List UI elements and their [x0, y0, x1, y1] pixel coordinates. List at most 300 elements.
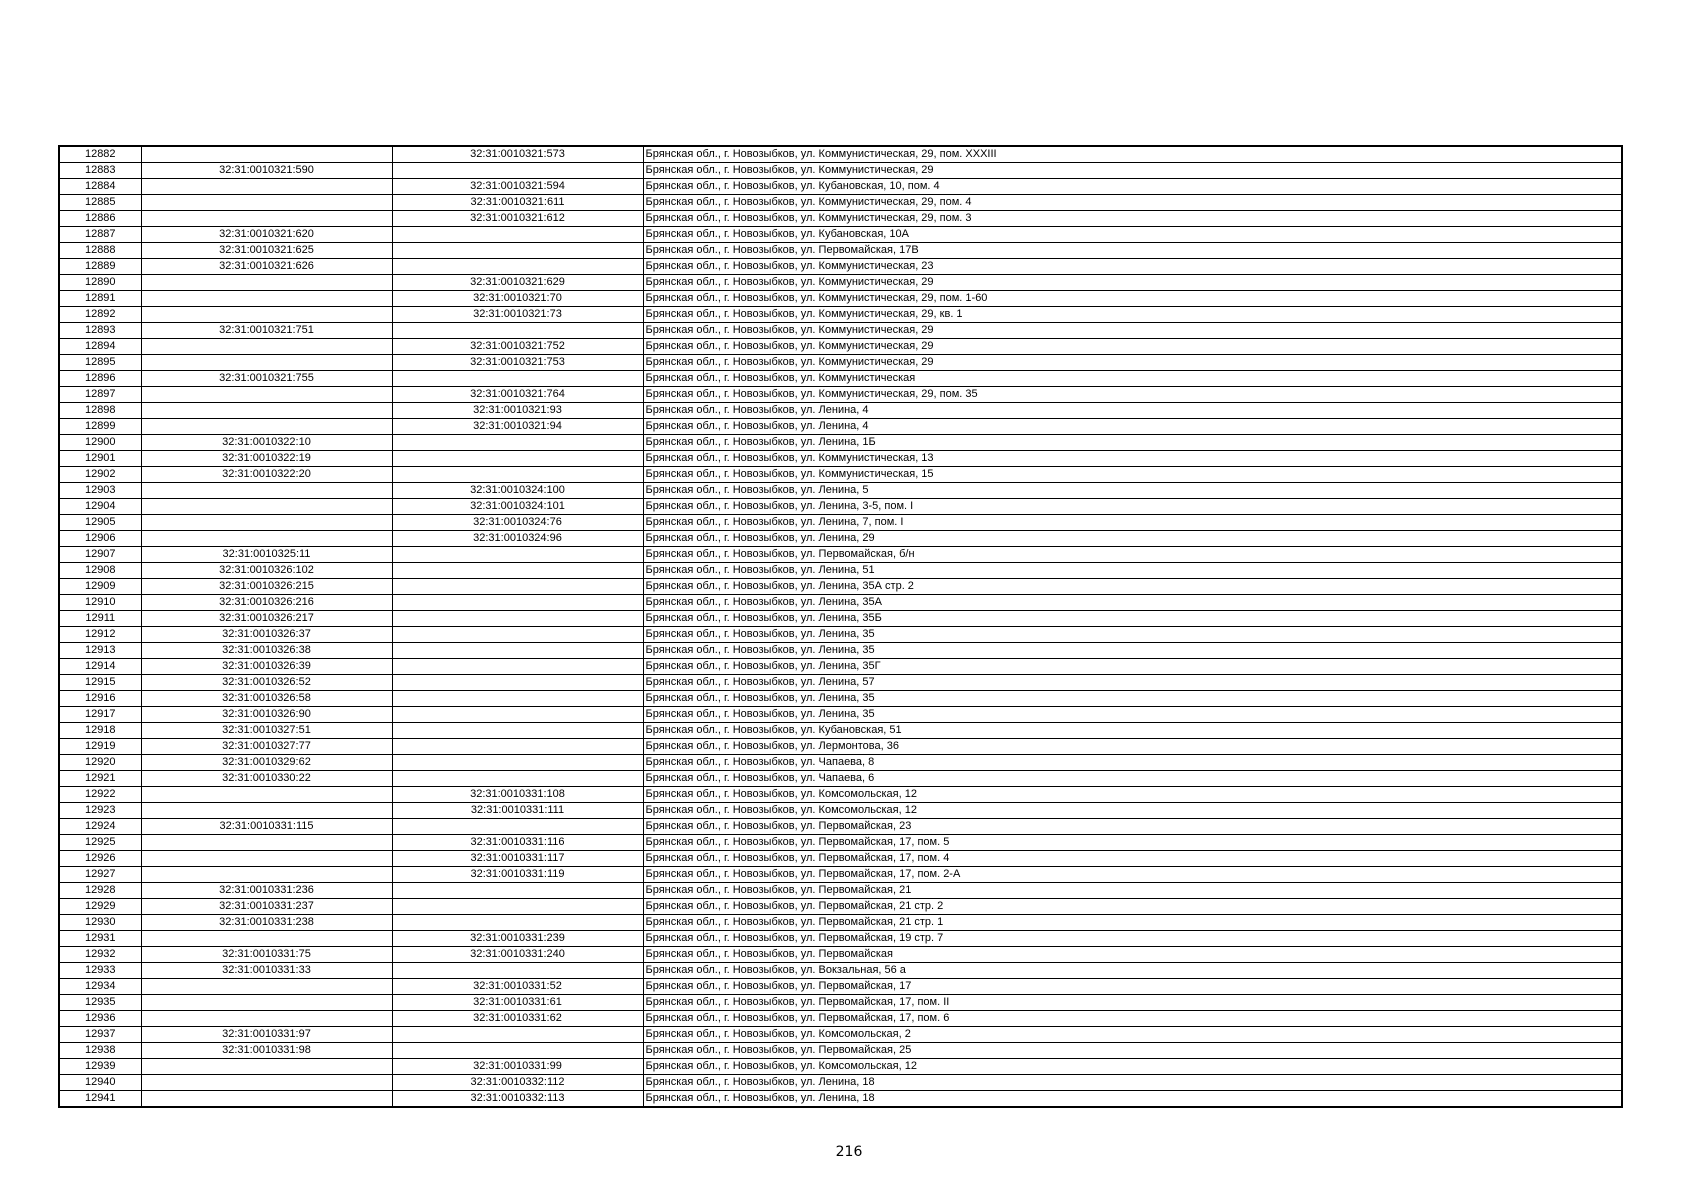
row-number-cell: 12892: [59, 307, 141, 323]
land-cadastral-number-cell: [141, 835, 392, 851]
table-row: [59, 899, 1622, 915]
row-number-cell: 12897: [59, 387, 141, 403]
table-row: [59, 163, 1622, 179]
table-row: [59, 243, 1622, 259]
building-cadastral-number-cell: [392, 915, 643, 931]
building-cadastral-number-cell: 32:31:0010321:93: [392, 403, 643, 419]
table-row: [59, 915, 1622, 931]
building-cadastral-number-cell: 32:31:0010324:100: [392, 483, 643, 499]
row-number-cell: 12921: [59, 771, 141, 787]
row-number-cell: 12900: [59, 435, 141, 451]
land-cadastral-number-cell: [141, 867, 392, 883]
land-cadastral-number-cell: 32:31:0010321:755: [141, 371, 392, 387]
row-number-cell: 12911: [59, 611, 141, 627]
building-cadastral-number-cell: [392, 691, 643, 707]
building-cadastral-number-cell: [392, 899, 643, 915]
land-cadastral-number-cell: 32:31:0010326:102: [141, 563, 392, 579]
address-cell: Брянская обл., г. Новозыбков, ул. Ленина, 35: [643, 707, 1622, 723]
land-cadastral-number-cell: 32:31:0010322:10: [141, 435, 392, 451]
table-row: [59, 659, 1622, 675]
address-cell: Брянская обл., г. Новозыбков, ул. Первомайская, 23: [643, 819, 1622, 835]
table-row: [59, 819, 1622, 835]
registry-table-body: [59, 146, 1622, 1107]
address-cell: Брянская обл., г. Новозыбков, ул. Ленина, 35: [643, 691, 1622, 707]
address-cell: Брянская обл., г. Новозыбков, ул. Первомайская, 17, пом. 5: [643, 835, 1622, 851]
row-number-cell: 12914: [59, 659, 141, 675]
land-cadastral-number-cell: [141, 1059, 392, 1075]
row-number-cell: 12898: [59, 403, 141, 419]
building-cadastral-number-cell: 32:31:0010331:116: [392, 835, 643, 851]
address-cell: Брянская обл., г. Новозыбков, ул. Коммунистическая, 23: [643, 259, 1622, 275]
table-row: [59, 403, 1622, 419]
address-cell: Брянская обл., г. Новозыбков, ул. Ленина, 18: [643, 1075, 1622, 1091]
row-number-cell: 12908: [59, 563, 141, 579]
building-cadastral-number-cell: [392, 1043, 643, 1059]
table-row: [59, 771, 1622, 787]
row-number-cell: 12884: [59, 179, 141, 195]
row-number-cell: 12905: [59, 515, 141, 531]
row-number-cell: 12899: [59, 419, 141, 435]
land-cadastral-number-cell: 32:31:0010326:39: [141, 659, 392, 675]
row-number-cell: 12935: [59, 995, 141, 1011]
table-row: [59, 979, 1622, 995]
row-number-cell: 12885: [59, 195, 141, 211]
row-number-cell: 12928: [59, 883, 141, 899]
building-cadastral-number-cell: [392, 595, 643, 611]
row-number-cell: 12903: [59, 483, 141, 499]
land-cadastral-number-cell: [141, 515, 392, 531]
address-cell: Брянская обл., г. Новозыбков, ул. Кубановская, 10, пом. 4: [643, 179, 1622, 195]
address-cell: Брянская обл., г. Новозыбков, ул. Ленина, 3-5, пом. I: [643, 499, 1622, 515]
row-number-cell: 12927: [59, 867, 141, 883]
land-cadastral-number-cell: 32:31:0010331:33: [141, 963, 392, 979]
building-cadastral-number-cell: [392, 611, 643, 627]
row-number-cell: 12936: [59, 1011, 141, 1027]
table-row: [59, 499, 1622, 515]
address-cell: Брянская обл., г. Новозыбков, ул. Первомайская, 17, пом. 4: [643, 851, 1622, 867]
land-cadastral-number-cell: [141, 787, 392, 803]
land-cadastral-number-cell: [141, 931, 392, 947]
table-row: [59, 419, 1622, 435]
address-cell: Брянская обл., г. Новозыбков, ул. Ленина, 18: [643, 1091, 1622, 1108]
row-number-cell: 12896: [59, 371, 141, 387]
row-number-cell: 12883: [59, 163, 141, 179]
table-row: [59, 691, 1622, 707]
land-cadastral-number-cell: 32:31:0010326:215: [141, 579, 392, 595]
building-cadastral-number-cell: [392, 227, 643, 243]
address-cell: Брянская обл., г. Новозыбков, ул. Ленина, 35А: [643, 595, 1622, 611]
building-cadastral-number-cell: [392, 243, 643, 259]
land-cadastral-number-cell: [141, 275, 392, 291]
table-row: [59, 195, 1622, 211]
address-cell: Брянская обл., г. Новозыбков, ул. Первомайская, 21: [643, 883, 1622, 899]
building-cadastral-number-cell: 32:31:0010321:73: [392, 307, 643, 323]
land-cadastral-number-cell: 32:31:0010331:236: [141, 883, 392, 899]
building-cadastral-number-cell: 32:31:0010331:52: [392, 979, 643, 995]
address-cell: Брянская обл., г. Новозыбков, ул. Коммунистическая, 29, пом. 4: [643, 195, 1622, 211]
building-cadastral-number-cell: [392, 755, 643, 771]
building-cadastral-number-cell: 32:31:0010331:239: [392, 931, 643, 947]
table-row: [59, 563, 1622, 579]
table-row: [59, 595, 1622, 611]
table-row: [59, 179, 1622, 195]
building-cadastral-number-cell: 32:31:0010331:62: [392, 1011, 643, 1027]
land-cadastral-number-cell: 32:31:0010325:11: [141, 547, 392, 563]
row-number-cell: 12934: [59, 979, 141, 995]
land-cadastral-number-cell: 32:31:0010326:217: [141, 611, 392, 627]
table-row: [59, 1091, 1622, 1108]
table-row: [59, 467, 1622, 483]
building-cadastral-number-cell: 32:31:0010321:594: [392, 179, 643, 195]
land-cadastral-number-cell: [141, 307, 392, 323]
table-row: [59, 547, 1622, 563]
land-cadastral-number-cell: [141, 355, 392, 371]
building-cadastral-number-cell: 32:31:0010331:111: [392, 803, 643, 819]
address-cell: Брянская обл., г. Новозыбков, ул. Комсомольская, 12: [643, 1059, 1622, 1075]
land-cadastral-number-cell: 32:31:0010331:75: [141, 947, 392, 963]
row-number-cell: 12931: [59, 931, 141, 947]
land-cadastral-number-cell: [141, 851, 392, 867]
land-cadastral-number-cell: [141, 387, 392, 403]
land-cadastral-number-cell: [141, 146, 392, 163]
building-cadastral-number-cell: 32:31:0010321:611: [392, 195, 643, 211]
building-cadastral-number-cell: [392, 547, 643, 563]
table-row: [59, 435, 1622, 451]
building-cadastral-number-cell: [392, 467, 643, 483]
row-number-cell: 12919: [59, 739, 141, 755]
land-cadastral-number-cell: [141, 531, 392, 547]
building-cadastral-number-cell: [392, 883, 643, 899]
building-cadastral-number-cell: 32:31:0010331:99: [392, 1059, 643, 1075]
table-row: [59, 1059, 1622, 1075]
row-number-cell: 12939: [59, 1059, 141, 1075]
row-number-cell: 12940: [59, 1075, 141, 1091]
land-cadastral-number-cell: [141, 1011, 392, 1027]
row-number-cell: 12910: [59, 595, 141, 611]
address-cell: Брянская обл., г. Новозыбков, ул. Ленина, 1Б: [643, 435, 1622, 451]
table-row: [59, 531, 1622, 547]
page-number: 216: [835, 1144, 863, 1160]
address-cell: Брянская обл., г. Новозыбков, ул. Лермонтова, 36: [643, 739, 1622, 755]
building-cadastral-number-cell: 32:31:0010321:764: [392, 387, 643, 403]
table-row: [59, 339, 1622, 355]
address-cell: Брянская обл., г. Новозыбков, ул. Кубановская, 10А: [643, 227, 1622, 243]
table-row: [59, 675, 1622, 691]
building-cadastral-number-cell: 32:31:0010321:573: [392, 146, 643, 163]
land-cadastral-number-cell: [141, 403, 392, 419]
building-cadastral-number-cell: 32:31:0010324:76: [392, 515, 643, 531]
land-cadastral-number-cell: 32:31:0010326:52: [141, 675, 392, 691]
address-cell: Брянская обл., г. Новозыбков, ул. Ленина, 35Г: [643, 659, 1622, 675]
building-cadastral-number-cell: 32:31:0010321:94: [392, 419, 643, 435]
building-cadastral-number-cell: 32:31:0010321:70: [392, 291, 643, 307]
building-cadastral-number-cell: 32:31:0010324:101: [392, 499, 643, 515]
land-cadastral-number-cell: 32:31:0010331:98: [141, 1043, 392, 1059]
building-cadastral-number-cell: 32:31:0010331:117: [392, 851, 643, 867]
building-cadastral-number-cell: 32:31:0010331:240: [392, 947, 643, 963]
land-cadastral-number-cell: 32:31:0010321:751: [141, 323, 392, 339]
address-cell: Брянская обл., г. Новозыбков, ул. Ленина, 35: [643, 643, 1622, 659]
table-row: [59, 323, 1622, 339]
row-number-cell: 12933: [59, 963, 141, 979]
address-cell: Брянская обл., г. Новозыбков, ул. Коммунистическая, 15: [643, 467, 1622, 483]
table-row: [59, 1027, 1622, 1043]
address-cell: Брянская обл., г. Новозыбков, ул. Первомайская: [643, 947, 1622, 963]
land-cadastral-number-cell: [141, 419, 392, 435]
address-cell: Брянская обл., г. Новозыбков, ул. Первомайская, 17В: [643, 243, 1622, 259]
table-row: [59, 211, 1622, 227]
land-cadastral-number-cell: [141, 291, 392, 307]
land-cadastral-number-cell: [141, 803, 392, 819]
address-cell: Брянская обл., г. Новозыбков, ул. Первомайская, 17, пом. II: [643, 995, 1622, 1011]
address-cell: Брянская обл., г. Новозыбков, ул. Комсомольская, 2: [643, 1027, 1622, 1043]
address-cell: Брянская обл., г. Новозыбков, ул. Коммунистическая, 29, пом. 35: [643, 387, 1622, 403]
address-cell: Брянская обл., г. Новозыбков, ул. Ленина, 4: [643, 403, 1622, 419]
table-row: [59, 451, 1622, 467]
table-row: [59, 963, 1622, 979]
building-cadastral-number-cell: [392, 643, 643, 659]
building-cadastral-number-cell: [392, 259, 643, 275]
address-cell: Брянская обл., г. Новозыбков, ул. Коммунистическая, 29, кв. 1: [643, 307, 1622, 323]
building-cadastral-number-cell: 32:31:0010332:113: [392, 1091, 643, 1108]
table-row: [59, 787, 1622, 803]
building-cadastral-number-cell: [392, 371, 643, 387]
land-cadastral-number-cell: 32:31:0010327:51: [141, 723, 392, 739]
address-cell: Брянская обл., г. Новозыбков, ул. Ленина, 7, пом. I: [643, 515, 1622, 531]
building-cadastral-number-cell: [392, 1027, 643, 1043]
row-number-cell: 12882: [59, 146, 141, 163]
row-number-cell: 12917: [59, 707, 141, 723]
land-cadastral-number-cell: 32:31:0010331:237: [141, 899, 392, 915]
row-number-cell: 12904: [59, 499, 141, 515]
row-number-cell: 12913: [59, 643, 141, 659]
address-cell: Брянская обл., г. Новозыбков, ул. Ленина, 5: [643, 483, 1622, 499]
row-number-cell: 12902: [59, 467, 141, 483]
land-cadastral-number-cell: 32:31:0010326:90: [141, 707, 392, 723]
address-cell: Брянская обл., г. Новозыбков, ул. Первомайская, 17, пом. 2-А: [643, 867, 1622, 883]
row-number-cell: 12895: [59, 355, 141, 371]
row-number-cell: 12937: [59, 1027, 141, 1043]
building-cadastral-number-cell: [392, 435, 643, 451]
building-cadastral-number-cell: [392, 579, 643, 595]
address-cell: Брянская обл., г. Новозыбков, ул. Кубановская, 51: [643, 723, 1622, 739]
row-number-cell: 12906: [59, 531, 141, 547]
row-number-cell: 12926: [59, 851, 141, 867]
land-cadastral-number-cell: 32:31:0010321:620: [141, 227, 392, 243]
building-cadastral-number-cell: [392, 771, 643, 787]
row-number-cell: 12889: [59, 259, 141, 275]
table-row: [59, 291, 1622, 307]
address-cell: Брянская обл., г. Новозыбков, ул. Первомайская, 25: [643, 1043, 1622, 1059]
land-cadastral-number-cell: 32:31:0010331:97: [141, 1027, 392, 1043]
row-number-cell: 12922: [59, 787, 141, 803]
property-registry-table: [58, 145, 1623, 1108]
table-row: [59, 1043, 1622, 1059]
row-number-cell: 12891: [59, 291, 141, 307]
land-cadastral-number-cell: 32:31:0010331:238: [141, 915, 392, 931]
land-cadastral-number-cell: [141, 499, 392, 515]
row-number-cell: 12930: [59, 915, 141, 931]
land-cadastral-number-cell: 32:31:0010326:38: [141, 643, 392, 659]
row-number-cell: 12894: [59, 339, 141, 355]
table-row: [59, 515, 1622, 531]
address-cell: Брянская обл., г. Новозыбков, ул. Первомайская, 17, пом. 6: [643, 1011, 1622, 1027]
land-cadastral-number-cell: 32:31:0010326:216: [141, 595, 392, 611]
table-row: [59, 867, 1622, 883]
address-cell: Брянская обл., г. Новозыбков, ул. Коммунистическая, 13: [643, 451, 1622, 467]
address-cell: Брянская обл., г. Новозыбков, ул. Ленина, 57: [643, 675, 1622, 691]
address-cell: Брянская обл., г. Новозыбков, ул. Первомайская, 17: [643, 979, 1622, 995]
building-cadastral-number-cell: [392, 819, 643, 835]
address-cell: Брянская обл., г. Новозыбков, ул. Коммунистическая, 29: [643, 355, 1622, 371]
building-cadastral-number-cell: [392, 323, 643, 339]
table-row: [59, 739, 1622, 755]
row-number-cell: 12920: [59, 755, 141, 771]
table-row: [59, 995, 1622, 1011]
row-number-cell: 12925: [59, 835, 141, 851]
building-cadastral-number-cell: 32:31:0010321:752: [392, 339, 643, 355]
address-cell: Брянская обл., г. Новозыбков, ул. Комсомольская, 12: [643, 803, 1622, 819]
land-cadastral-number-cell: [141, 1091, 392, 1108]
table-row: [59, 803, 1622, 819]
table-row: [59, 883, 1622, 899]
table-row: [59, 931, 1622, 947]
address-cell: Брянская обл., г. Новозыбков, ул. Первомайская, б/н: [643, 547, 1622, 563]
address-cell: Брянская обл., г. Новозыбков, ул. Ленина, 35А стр. 2: [643, 579, 1622, 595]
address-cell: Брянская обл., г. Новозыбков, ул. Чапаева, 6: [643, 771, 1622, 787]
table-row: [59, 723, 1622, 739]
land-cadastral-number-cell: 32:31:0010331:115: [141, 819, 392, 835]
address-cell: Брянская обл., г. Новозыбков, ул. Ленина, 51: [643, 563, 1622, 579]
table-row: [59, 611, 1622, 627]
building-cadastral-number-cell: 32:31:0010321:612: [392, 211, 643, 227]
building-cadastral-number-cell: [392, 659, 643, 675]
table-row: [59, 275, 1622, 291]
land-cadastral-number-cell: [141, 211, 392, 227]
building-cadastral-number-cell: [392, 163, 643, 179]
row-number-cell: 12924: [59, 819, 141, 835]
land-cadastral-number-cell: [141, 179, 392, 195]
land-cadastral-number-cell: 32:31:0010321:626: [141, 259, 392, 275]
building-cadastral-number-cell: 32:31:0010321:629: [392, 275, 643, 291]
land-cadastral-number-cell: 32:31:0010327:77: [141, 739, 392, 755]
address-cell: Брянская обл., г. Новозыбков, ул. Коммунистическая, 29: [643, 323, 1622, 339]
address-cell: Брянская обл., г. Новозыбков, ул. Ленина, 35: [643, 627, 1622, 643]
table-row: [59, 146, 1622, 163]
land-cadastral-number-cell: 32:31:0010321:590: [141, 163, 392, 179]
land-cadastral-number-cell: 32:31:0010326:37: [141, 627, 392, 643]
row-number-cell: 12941: [59, 1091, 141, 1108]
table-row: [59, 227, 1622, 243]
address-cell: Брянская обл., г. Новозыбков, ул. Коммунистическая, 29: [643, 339, 1622, 355]
building-cadastral-number-cell: 32:31:0010331:61: [392, 995, 643, 1011]
table-row: [59, 259, 1622, 275]
land-cadastral-number-cell: [141, 979, 392, 995]
row-number-cell: 12929: [59, 899, 141, 915]
building-cadastral-number-cell: 32:31:0010321:753: [392, 355, 643, 371]
row-number-cell: 12886: [59, 211, 141, 227]
address-cell: Брянская обл., г. Новозыбков, ул. Ленина, 4: [643, 419, 1622, 435]
address-cell: Брянская обл., г. Новозыбков, ул. Коммунистическая, 29, пом. 1-60: [643, 291, 1622, 307]
land-cadastral-number-cell: [141, 195, 392, 211]
address-cell: Брянская обл., г. Новозыбков, ул. Коммунистическая: [643, 371, 1622, 387]
address-cell: Брянская обл., г. Новозыбков, ул. Комсомольская, 12: [643, 787, 1622, 803]
building-cadastral-number-cell: [392, 963, 643, 979]
building-cadastral-number-cell: 32:31:0010331:119: [392, 867, 643, 883]
building-cadastral-number-cell: [392, 451, 643, 467]
row-number-cell: 12912: [59, 627, 141, 643]
table-row: [59, 579, 1622, 595]
building-cadastral-number-cell: [392, 675, 643, 691]
row-number-cell: 12909: [59, 579, 141, 595]
table-row: [59, 947, 1622, 963]
address-cell: Брянская обл., г. Новозыбков, ул. Первомайская, 21 стр. 2: [643, 899, 1622, 915]
building-cadastral-number-cell: [392, 707, 643, 723]
table-row: [59, 643, 1622, 659]
address-cell: Брянская обл., г. Новозыбков, ул. Чапаева, 8: [643, 755, 1622, 771]
table-row: [59, 835, 1622, 851]
table-row: [59, 483, 1622, 499]
row-number-cell: 12901: [59, 451, 141, 467]
address-cell: Брянская обл., г. Новозыбков, ул. Коммунистическая, 29, пом. 3: [643, 211, 1622, 227]
building-cadastral-number-cell: 32:31:0010331:108: [392, 787, 643, 803]
building-cadastral-number-cell: [392, 739, 643, 755]
table-row: [59, 355, 1622, 371]
table-row: [59, 1011, 1622, 1027]
table-row: [59, 851, 1622, 867]
land-cadastral-number-cell: 32:31:0010329:62: [141, 755, 392, 771]
table-row: [59, 1075, 1622, 1091]
address-cell: Брянская обл., г. Новозыбков, ул. Коммунистическая, 29: [643, 163, 1622, 179]
row-number-cell: 12893: [59, 323, 141, 339]
table-row: [59, 387, 1622, 403]
land-cadastral-number-cell: 32:31:0010330:22: [141, 771, 392, 787]
row-number-cell: 12890: [59, 275, 141, 291]
building-cadastral-number-cell: [392, 723, 643, 739]
address-cell: Брянская обл., г. Новозыбков, ул. Первомайская, 21 стр. 1: [643, 915, 1622, 931]
row-number-cell: 12915: [59, 675, 141, 691]
row-number-cell: 12888: [59, 243, 141, 259]
row-number-cell: 12887: [59, 227, 141, 243]
address-cell: Брянская обл., г. Новозыбков, ул. Ленина, 35Б: [643, 611, 1622, 627]
land-cadastral-number-cell: [141, 995, 392, 1011]
land-cadastral-number-cell: [141, 339, 392, 355]
land-cadastral-number-cell: [141, 1075, 392, 1091]
land-cadastral-number-cell: 32:31:0010322:20: [141, 467, 392, 483]
building-cadastral-number-cell: [392, 627, 643, 643]
row-number-cell: 12907: [59, 547, 141, 563]
land-cadastral-number-cell: 32:31:0010322:19: [141, 451, 392, 467]
building-cadastral-number-cell: [392, 563, 643, 579]
land-cadastral-number-cell: 32:31:0010326:58: [141, 691, 392, 707]
address-cell: Брянская обл., г. Новозыбков, ул. Коммунистическая, 29, пом. XXXIII: [643, 146, 1622, 163]
table-row: [59, 371, 1622, 387]
row-number-cell: 12923: [59, 803, 141, 819]
table-row: [59, 755, 1622, 771]
row-number-cell: 12916: [59, 691, 141, 707]
table-row: [59, 707, 1622, 723]
address-cell: Брянская обл., г. Новозыбков, ул. Ленина, 29: [643, 531, 1622, 547]
row-number-cell: 12938: [59, 1043, 141, 1059]
table-row: [59, 307, 1622, 323]
row-number-cell: 12918: [59, 723, 141, 739]
building-cadastral-number-cell: 32:31:0010324:96: [392, 531, 643, 547]
building-cadastral-number-cell: 32:31:0010332:112: [392, 1075, 643, 1091]
table-row: [59, 627, 1622, 643]
address-cell: Брянская обл., г. Новозыбков, ул. Вокзальная, 56 а: [643, 963, 1622, 979]
address-cell: Брянская обл., г. Новозыбков, ул. Первомайская, 19 стр. 7: [643, 931, 1622, 947]
land-cadastral-number-cell: 32:31:0010321:625: [141, 243, 392, 259]
